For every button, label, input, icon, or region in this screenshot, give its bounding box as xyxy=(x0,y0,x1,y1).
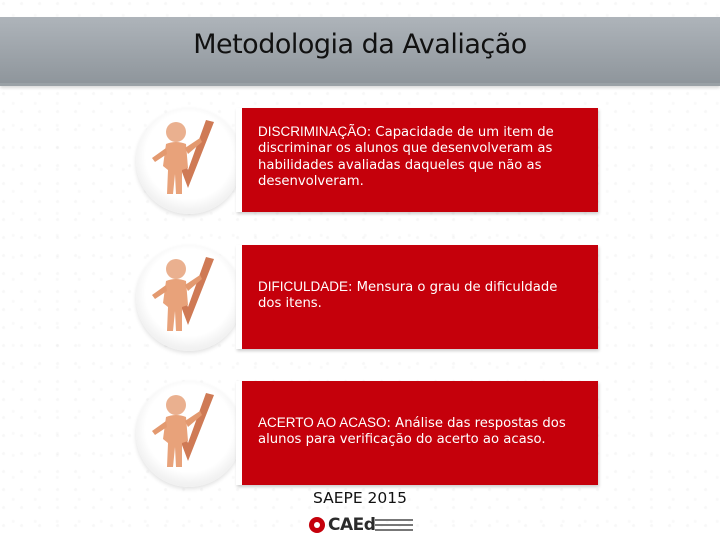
item-term: DIFICULDADE xyxy=(258,279,349,294)
title-bar xyxy=(0,17,720,86)
item-term: DISCRIMINAÇÃO xyxy=(258,124,367,139)
item-term: ACERTO AO ACASO xyxy=(258,415,387,430)
item-description xyxy=(258,415,583,449)
caed-logo xyxy=(309,515,413,537)
list-item-acerto-ao-acaso xyxy=(136,381,596,489)
person-checkmark-icon xyxy=(136,108,242,214)
page-title: Metodologia da Avaliação xyxy=(193,29,527,60)
logo-tagline-lines xyxy=(375,519,413,534)
list-item-dificuldade xyxy=(136,245,596,353)
person-checkmark-icon xyxy=(136,245,242,351)
content-box xyxy=(236,108,598,212)
person-checkmark-icon xyxy=(136,381,242,487)
item-text: : Capacidade de um item de discriminar os alunos que desenvolveram as habilidades avaliadas daqueles que não as desenvolveram. xyxy=(258,125,554,190)
content-box xyxy=(236,381,598,485)
footer-label: SAEPE 2015 xyxy=(312,489,408,507)
item-description xyxy=(258,124,583,191)
item-text: : Análise das respostas dos alunos para verificação do acerto ao acaso. xyxy=(258,416,566,448)
logo-text: CAEd xyxy=(328,515,376,535)
logo-mark-icon xyxy=(309,517,325,533)
content-box xyxy=(236,245,598,349)
item-description xyxy=(258,279,583,313)
list-item-discriminacao xyxy=(136,108,596,216)
item-text: : Mensura o grau de dificuldade dos itens. xyxy=(258,280,558,312)
